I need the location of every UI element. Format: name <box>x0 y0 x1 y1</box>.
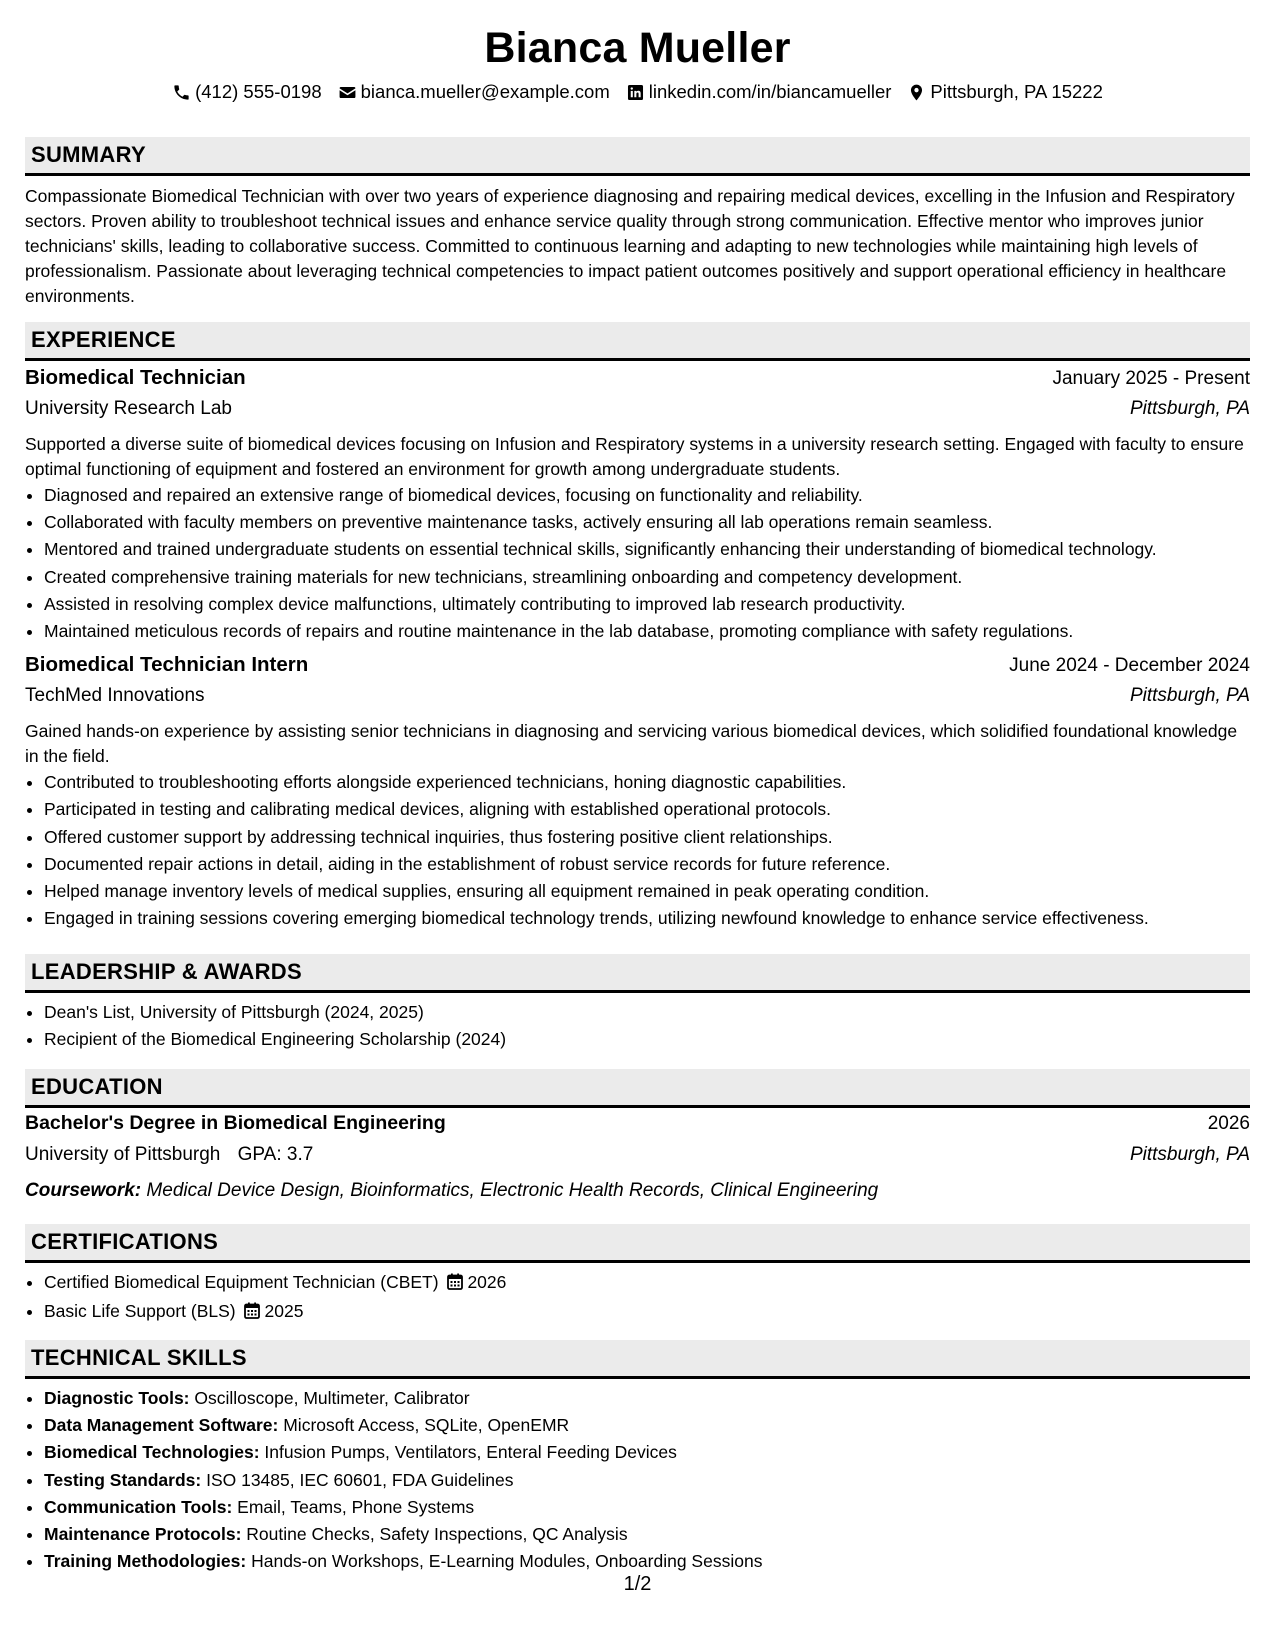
envelope-icon <box>338 83 357 102</box>
job-entry <box>25 366 1250 645</box>
list-item: • Offered customer support by addressing technical inquiries, thus fostering positive client relationships. <box>44 824 1250 851</box>
skill-label: Biomedical Technologies: <box>44 1442 260 1463</box>
list-item <box>44 1548 1250 1575</box>
coursework-label: Coursework: <box>25 1180 142 1201</box>
phone-text: (412) 555-0198 <box>195 81 322 102</box>
location-text: Pittsburgh, PA 15222 <box>930 81 1103 102</box>
skills-heading: TECHNICAL SKILLS <box>25 1340 1250 1379</box>
skill-value: Oscilloscope, Multimeter, Calibrator <box>194 1388 470 1408</box>
certifications-section <box>25 1224 1250 1327</box>
summary-text: Compassionate Biomedical Technician with over two years of experience diagnosing and repairing medical devices, excelling in the Infusion and Respiratory sectors. Proven ability to troubleshoot technical issues and enhance service quality through strong communication. Effective mentor who improves junior technicians' skills, leading to collaborative success. Committed to continuous learning and adapting to new technologies while maintaining high levels of professionalism. Passionate about leveraging technical competencies to impact patient outcomes positively and support operational efficiency in healthcare environments. <box>25 186 1235 306</box>
skill-value: ISO 13485, IEC 60601, FDA Guidelines <box>206 1469 514 1490</box>
skill-label: Diagnostic Tools: <box>44 1388 190 1408</box>
list-item <box>44 1467 1250 1494</box>
certifications-list <box>25 1269 1250 1327</box>
skill-label: Training Methodologies: <box>44 1551 247 1572</box>
job-location: Pittsburgh, PA <box>1129 398 1250 419</box>
skill-value: Hands-on Workshops, E-Learning Modules, Onboarding Sessions <box>251 1551 763 1572</box>
job-entry <box>25 653 1250 932</box>
job-bullets <box>25 482 1250 645</box>
list-item: • Engaged in training sessions covering emerging biomedical technology trends, utilizing newfound knowledge to enhance service effectiveness. <box>44 905 1250 932</box>
linkedin-icon <box>626 83 645 102</box>
skill-label: Data Management Software: <box>44 1415 279 1436</box>
school-location: Pittsburgh, PA <box>1129 1144 1250 1165</box>
contact-linkedin[interactable] <box>626 81 892 103</box>
page-number: 1/2 <box>623 1573 652 1595</box>
certification-year: 2026 <box>467 1272 507 1292</box>
list-item <box>44 1521 1250 1548</box>
list-item: • Contributed to troubleshooting efforts alongside experienced technicians, honing diagnostic capabilities. <box>44 769 1250 796</box>
map-pin-icon <box>907 83 926 102</box>
certification-name: Certified Biomedical Equipment Technician (CBET) <box>44 1272 439 1292</box>
leadership-section <box>25 954 1250 1053</box>
summary-section <box>25 137 1250 309</box>
skill-value: Microsoft Access, SQLite, OpenEMR <box>283 1415 570 1436</box>
contact-bar <box>0 79 1275 105</box>
summary-heading: SUMMARY <box>25 137 1250 176</box>
certifications-heading: CERTIFICATIONS <box>25 1224 1250 1263</box>
gpa: GPA: 3.7 <box>237 1144 314 1165</box>
job-dates: January 2025 - Present <box>1052 368 1250 389</box>
coursework <box>25 1176 1250 1206</box>
list-item <box>44 1494 1250 1521</box>
list-item: • Maintained meticulous records of repairs and routine maintenance in the lab database, promoting compliance with safety regulations. <box>44 618 1250 645</box>
list-item <box>44 1439 1250 1466</box>
calendar-icon <box>447 1271 463 1298</box>
list-item: • Recipient of the Biomedical Engineering Scholarship (2024) <box>44 1026 1250 1053</box>
school-name: University of Pittsburgh <box>25 1144 221 1165</box>
skill-label: Communication Tools: <box>44 1496 233 1517</box>
job-bullets <box>25 769 1250 932</box>
linkedin-text[interactable]: linkedin.com/in/biancamueller <box>648 81 892 102</box>
contact-location <box>907 81 1102 103</box>
list-item: • Assisted in resolving complex device malfunctions, ultimately contributing to improved lab research productivity. <box>44 591 1250 618</box>
education-heading: EDUCATION <box>25 1069 1250 1108</box>
list-item: • Mentored and trained undergraduate students on essential technical skills, significantly enhancing their understanding of biomedical technology. <box>44 536 1250 563</box>
job-location: Pittsburgh, PA <box>1129 685 1250 707</box>
list-item <box>44 1298 1250 1327</box>
skill-value: Infusion Pumps, Ventilators, Enteral Feeding Devices <box>264 1442 677 1463</box>
job-title: Biomedical Technician Intern <box>25 653 309 677</box>
list-item <box>44 1385 1250 1412</box>
contact-phone <box>172 81 322 103</box>
job-dates: June 2024 - December 2024 <box>1009 655 1250 677</box>
candidate-name: Bianca Mueller <box>484 24 791 72</box>
contact-email[interactable] <box>338 81 610 103</box>
list-item <box>44 1269 1250 1298</box>
job-organization: University Research Lab <box>25 398 232 419</box>
education-section <box>25 1069 1250 1206</box>
leadership-heading: LEADERSHIP & AWARDS <box>25 954 1250 993</box>
degree-title: Bachelor's Degree in Biomedical Engineering <box>25 1112 446 1134</box>
list-item: • Dean's List, University of Pittsburgh (2024, 2025) <box>44 999 1250 1026</box>
certification-name: Basic Life Support (BLS) <box>44 1301 236 1322</box>
skill-value: Routine Checks, Safety Inspections, QC Analysis <box>246 1524 628 1545</box>
list-item: • Participated in testing and calibrating medical devices, aligning with established operational protocols. <box>44 796 1250 823</box>
list-item: • Documented repair actions in detail, aiding in the establishment of robust service records for future reference. <box>44 851 1250 878</box>
leadership-list <box>25 999 1250 1053</box>
skill-value: Email, Teams, Phone Systems <box>237 1496 475 1517</box>
skills-list <box>25 1385 1250 1575</box>
job-organization: TechMed Innovations <box>25 685 205 707</box>
coursework-text: Medical Device Design, Bioinformatics, Electronic Health Records, Clinical Engineering <box>146 1180 879 1201</box>
job-title: Biomedical Technician <box>25 366 246 389</box>
skills-section <box>25 1340 1250 1575</box>
list-item: • Created comprehensive training materials for new technicians, streamlining onboarding and competency development. <box>44 564 1250 591</box>
graduation-year: 2026 <box>1207 1113 1250 1134</box>
job-description: Supported a diverse suite of biomedical devices focusing on Infusion and Respiratory systems in a university research setting. Engaged with faculty to ensure optimal functioning of equipment and fostered an environment for growth among undergraduate students. <box>25 434 1244 479</box>
experience-heading: EXPERIENCE <box>25 322 1250 361</box>
list-item: • Diagnosed and repaired an extensive range of biomedical devices, focusing on functionality and reliability. <box>44 482 1250 509</box>
phone-icon <box>172 83 191 102</box>
job-description: Gained hands-on experience by assisting senior technicians in diagnosing and servicing various biomedical devices, which solidified foundational knowledge in the field. <box>25 721 1238 767</box>
calendar-icon <box>244 1300 260 1327</box>
certification-year: 2025 <box>264 1301 304 1322</box>
list-item <box>44 1412 1250 1439</box>
skill-label: Maintenance Protocols: <box>44 1524 242 1545</box>
list-item: • Helped manage inventory levels of medical supplies, ensuring all equipment remained in peak operating condition. <box>44 878 1250 905</box>
email-text[interactable]: bianca.mueller@example.com <box>360 81 610 102</box>
skill-label: Testing Standards: <box>44 1469 202 1490</box>
experience-section <box>25 322 1250 932</box>
list-item: • Collaborated with faculty members on preventive maintenance tasks, actively ensuring all lab operations remain seamless. <box>44 509 1250 536</box>
